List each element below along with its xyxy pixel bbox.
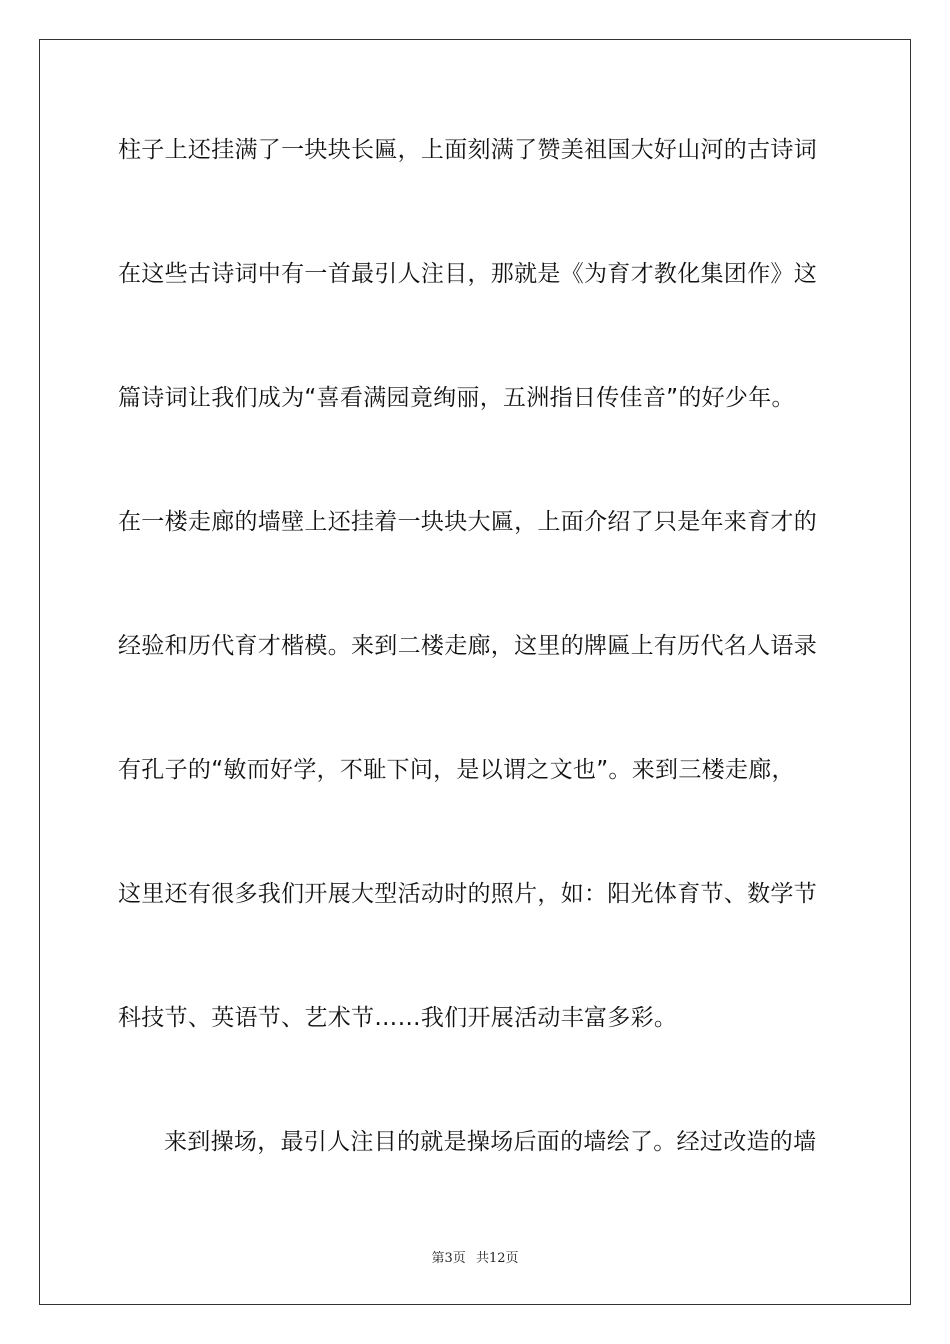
text-line: 篇诗词让我们成为“喜看满园竟绚丽，五洲指日传佳音”的好少年。 <box>118 385 795 411</box>
text-line: 这里还有很多我们开展大型活动时的照片，如：阳光体育节、数学节 <box>118 881 817 907</box>
document-body <box>118 128 838 1244</box>
total-page-count: 共12页 <box>475 1251 519 1266</box>
paragraph-start-line: 来到操场，最引人注目的就是操场后面的墙绘了。经过改造的墙 <box>164 1129 817 1155</box>
page-footer <box>0 1247 950 1266</box>
text-line: 在这些古诗词中有一首最引人注目，那就是《为育才教化集团作》这 <box>118 261 817 287</box>
text-line: 在一楼走廊的墙壁上还挂着一块块大匾，上面介绍了只是年来育才的 <box>118 509 817 535</box>
text-line: 经验和历代育才楷模。来到二楼走廊，这里的牌匾上有历代名人语录 <box>118 633 817 659</box>
text-line: 柱子上还挂满了一块块长匾，上面刻满了赞美祖国大好山河的古诗词 <box>118 137 817 163</box>
text-line: 科技节、英语节、艺术节……我们开展活动丰富多彩。 <box>118 1005 678 1031</box>
text-line: 有孔子的“敏而好学，不耻下问，是以谓之文也”。来到三楼走廊， <box>118 757 795 783</box>
current-page-number: 第3页 <box>431 1251 466 1266</box>
